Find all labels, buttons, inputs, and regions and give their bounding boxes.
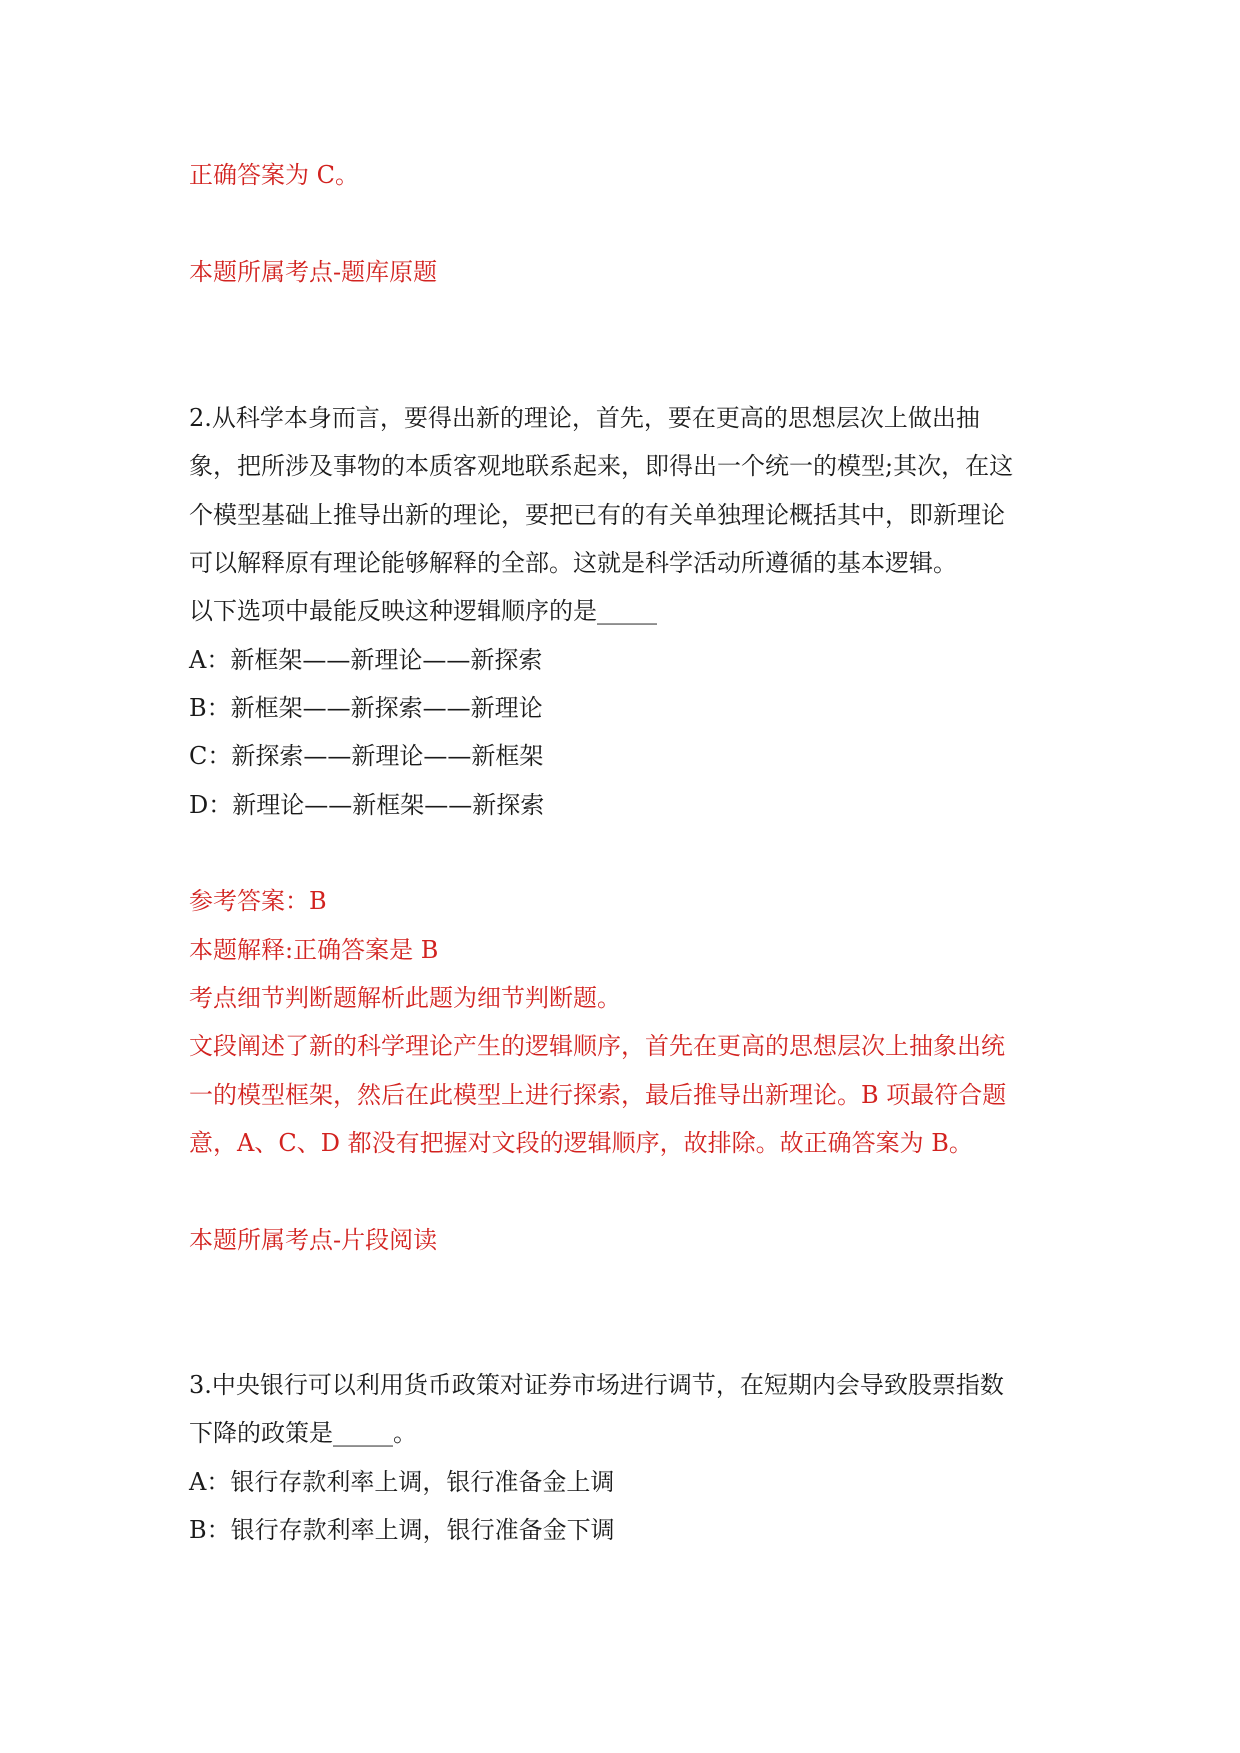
q2-explanation-line: 意，A、C、D 都没有把握对文段的逻辑顺序，故排除。故正确答案为 B。 [189, 1129, 973, 1157]
q2-option-c: C：新探索——新理论——新框架 [189, 742, 544, 770]
q2-reference-answer: 参考答案：B [189, 887, 327, 915]
q2-explanation-line: 文段阐述了新的科学理论产生的逻辑顺序，首先在更高的思想层次上抽象出统 [189, 1032, 1005, 1060]
q2-explanation-line: 考点细节判断题解析此题为细节判断题。 [189, 984, 621, 1012]
q1-topic: 本题所属考点-题库原题 [189, 258, 438, 286]
q1-answer-line: 正确答案为 C。 [189, 161, 359, 189]
q2-stem-line: 2.从科学本身而言，要得出新的理论，首先，要在更高的思想层次上做出抽 [189, 404, 980, 432]
q2-option-a: A：新框架——新理论——新探索 [189, 646, 543, 674]
q2-explanation-line: 本题解释:正确答案是 B [189, 936, 439, 964]
q3-stem-line: 3.中央银行可以利用货币政策对证券市场进行调节，在短期内会导致股票指数 [189, 1371, 1004, 1399]
q3-option-a: A：银行存款利率上调，银行准备金上调 [189, 1468, 615, 1496]
q2-stem-line: 个模型基础上推导出新的理论，要把已有的有关单独理论概括其中，即新理论 [189, 501, 1005, 529]
q3-stem-line: 下降的政策是_____。 [189, 1419, 417, 1447]
q2-stem-line: 以下选项中最能反映这种逻辑顺序的是_____ [189, 597, 657, 625]
q3-option-b: B：银行存款利率上调，银行准备金下调 [189, 1516, 615, 1544]
q2-option-d: D：新理论——新框架——新探索 [189, 791, 545, 819]
q2-stem-line: 可以解释原有理论能够解释的全部。这就是科学活动所遵循的基本逻辑。 [189, 549, 957, 577]
q2-stem-line: 象，把所涉及事物的本质客观地联系起来，即得出一个统一的模型;其次，在这 [189, 452, 1014, 480]
q2-option-b: B：新框架——新探索——新理论 [189, 694, 543, 722]
q2-topic: 本题所属考点-片段阅读 [189, 1226, 438, 1254]
q2-explanation-line: 一的模型框架，然后在此模型上进行探索，最后推导出新理论。B 项最符合题 [189, 1081, 1007, 1109]
